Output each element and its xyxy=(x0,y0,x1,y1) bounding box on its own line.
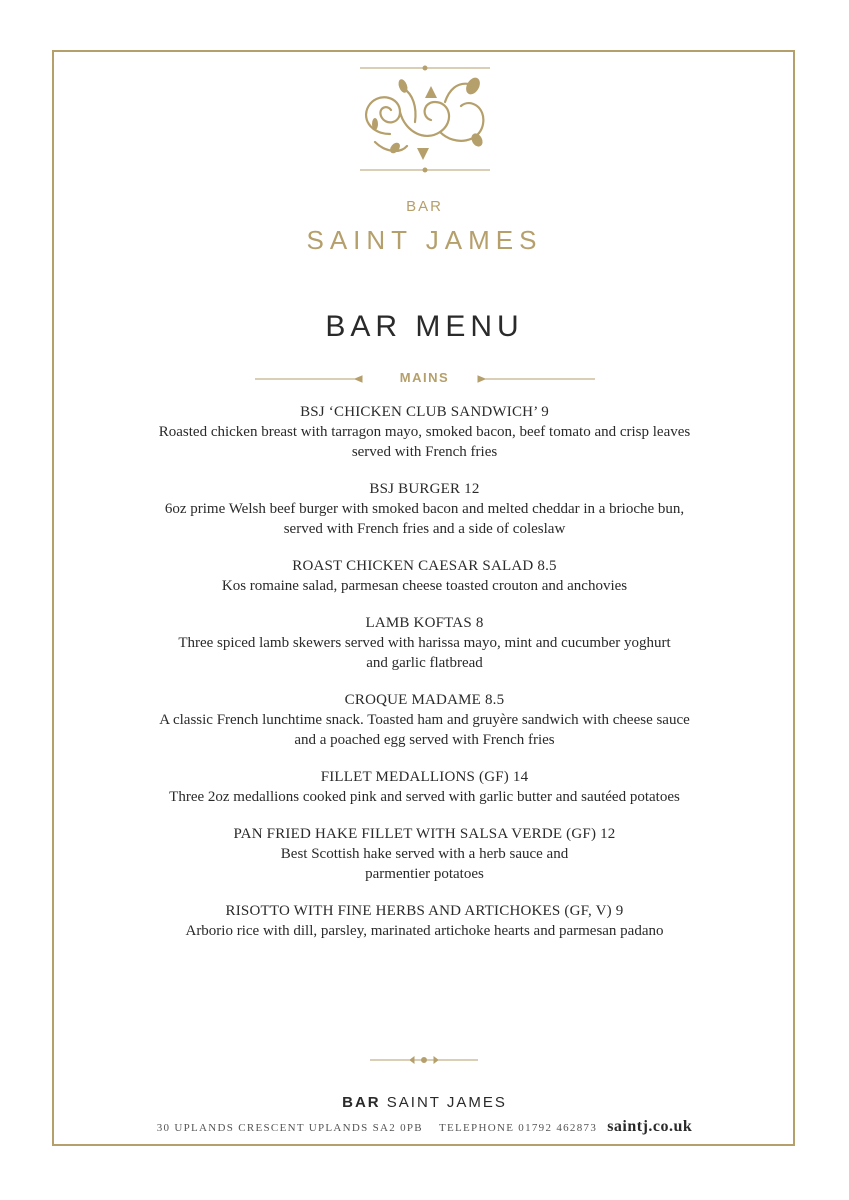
menu-item-description: served with French fries and a side of coleslaw xyxy=(283,521,566,537)
menu-items xyxy=(100,403,749,959)
footer-brand xyxy=(0,1094,849,1111)
menu-item-name: BSJ ‘CHICKEN CLUB SANDWICH’ 9 xyxy=(300,404,549,420)
brand-small: BAR xyxy=(406,198,443,215)
footer-address: 30 UPLANDS CRESCENT UPLANDS SA2 0PB xyxy=(156,1122,423,1134)
footer-website-link[interactable]: saintj.co.uk xyxy=(607,1118,693,1135)
menu-item xyxy=(100,768,749,807)
footer-brand-bold: BAR xyxy=(342,1094,381,1111)
menu-item-name: PAN FRIED HAKE FILLET WITH SALSA VERDE (GF) 12 xyxy=(233,826,616,842)
menu-item xyxy=(100,825,749,884)
menu-item-description: Three spiced lamb skewers served with harissa mayo, mint and cucumber yoghurt xyxy=(178,635,671,651)
menu-item-name: RISOTTO WITH FINE HERBS AND ARTICHOKES (GF, V) 9 xyxy=(225,903,624,919)
menu-item-description: parmentier potatoes xyxy=(365,866,484,882)
brand-name: SAINT JAMES xyxy=(306,225,543,255)
menu-title: BAR MENU xyxy=(325,310,524,343)
section-header xyxy=(0,370,849,390)
menu-item-description: A classic French lunchtime snack. Toasted ham and gruyère sandwich with cheese sauce xyxy=(159,712,690,728)
footer-contact xyxy=(0,1118,849,1136)
footer-brand-rest: SAINT JAMES xyxy=(386,1094,507,1111)
footer-ornament xyxy=(0,1052,849,1073)
menu-item-name: BSJ BURGER 12 xyxy=(369,481,480,497)
crest-ornament-icon xyxy=(345,62,505,177)
footer-divider-icon xyxy=(0,1052,849,1068)
menu-item-name: FILLET MEDALLIONS (GF) 14 xyxy=(320,769,529,785)
menu-item-description: Three 2oz medallions cooked pink and served with garlic butter and sautéed potatoes xyxy=(169,789,680,805)
menu-item-description: and garlic flatbread xyxy=(366,655,483,671)
menu-item-description: 6oz prime Welsh beef burger with smoked bacon and melted cheddar in a brioche bun, xyxy=(164,501,685,517)
crest-ornament xyxy=(0,62,849,177)
menu-item-name: CROQUE MADAME 8.5 xyxy=(344,692,505,708)
menu-item-description: Roasted chicken breast with tarragon mayo, smoked bacon, beef tomato and crisp leaves xyxy=(158,424,691,440)
menu-item-description: Arborio rice with dill, parsley, marinated artichoke hearts and parmesan padano xyxy=(185,923,664,939)
menu-item-name: LAMB KOFTAS 8 xyxy=(365,615,484,631)
menu-item-description: Best Scottish hake served with a herb sauce and xyxy=(280,846,569,862)
menu-item-description: Kos romaine salad, parmesan cheese toasted crouton and anchovies xyxy=(221,578,628,594)
menu-item xyxy=(100,902,749,941)
menu-item xyxy=(100,557,749,596)
menu-item-name: ROAST CHICKEN CAESAR SALAD 8.5 xyxy=(292,558,557,574)
menu-item xyxy=(100,691,749,750)
menu-item xyxy=(100,480,749,539)
menu-item-description: served with French fries xyxy=(351,444,498,460)
menu-item-description: and a poached egg served with French fries xyxy=(294,732,555,748)
menu-item xyxy=(100,614,749,673)
menu-item xyxy=(100,403,749,462)
footer-telephone: TELEPHONE 01792 462873 xyxy=(438,1122,598,1134)
section-mains: MAINS xyxy=(399,370,450,385)
